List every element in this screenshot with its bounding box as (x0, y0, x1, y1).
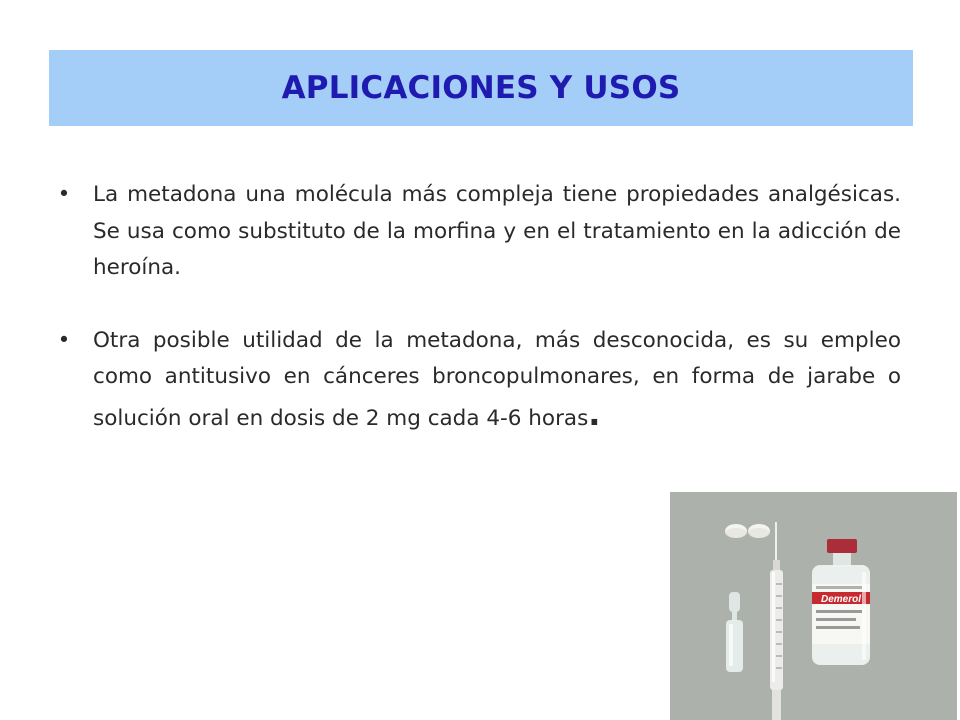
bullet-item (57, 323, 901, 438)
medication-photo-illustration (670, 492, 957, 720)
bullet-icon: • (57, 327, 71, 353)
bullet-text: Otra posible utilidad de la metadona, más desconocida, es su empleo como antitusivo en cánceres broncopulmonares, en forma de jarabe o solución oral en dosis de 2 mg cada 4-6 horas (93, 327, 901, 431)
title-banner (49, 50, 913, 126)
vial-label: Demerol (820, 594, 862, 605)
bullet-item (57, 177, 901, 287)
bullet-trailing-period: . (588, 394, 601, 433)
slide-title: APLICACIONES Y USOS (281, 70, 681, 106)
bullet-list (57, 177, 901, 437)
bullet-text: La metadona una molécula más compleja tiene propiedades analgésicas. Se usa como substituto de la morfina y en el tratamiento en la adicción de heroína. (93, 182, 901, 280)
medication-photo (670, 492, 957, 720)
bullet-icon: • (57, 182, 71, 207)
